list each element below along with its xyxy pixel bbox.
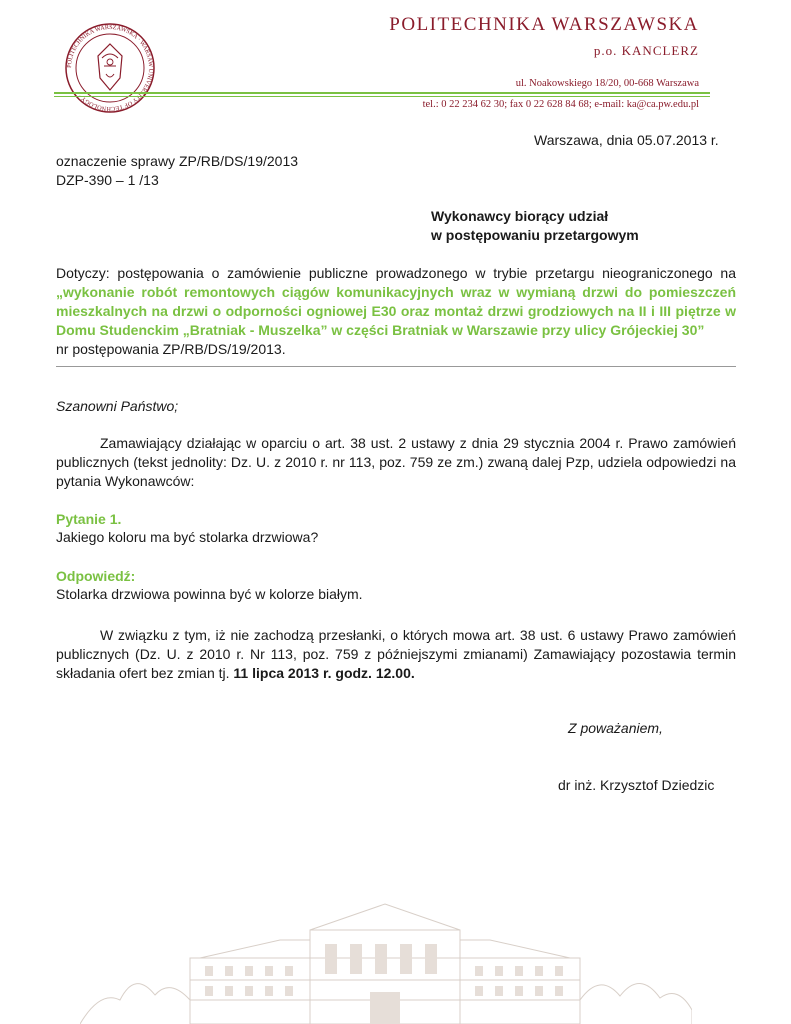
subject-procedure-number: nr postępowania ZP/RB/DS/19/2013. <box>56 341 286 357</box>
building-watermark-illustration <box>80 900 692 1024</box>
question-text: Jakiego koloru ma być stolarka drzwiowa? <box>56 529 319 545</box>
case-reference: oznaczenie sprawy ZP/RB/DS/19/2013 <box>56 153 299 169</box>
organization-office: p.o. KANCLERZ <box>593 43 699 58</box>
body-paragraph-2-text: W związku z tym, iż nie zachodzą przesłanki, o których mowa art. 38 ust. 6 ustawy Prawo zamówień publicznych (Dz. U. z 2010 r. Nr 113, poz. 759 z późniejszymi zmianami) Zamawiający pozostawia termin składania ofert bez zmian tj. <box>56 627 736 681</box>
organization-address: ul. Noakowskiego 18/20, 00-668 Warszawa <box>515 78 699 89</box>
university-seal-logo <box>64 22 156 114</box>
answer-label: Odpowiedź: <box>56 568 136 584</box>
body-paragraph-2 <box>56 626 736 683</box>
signer-name: dr inż. Krzysztof Dziedzic <box>558 777 715 793</box>
subject-intro: Dotyczy: postępowania o zamówienie publiczne prowadzonego w trybie przetargu nieograniczonego na <box>56 265 736 281</box>
question-label: Pytanie 1. <box>56 511 122 527</box>
svg-text:POLITECHNIKA WARSZAWSKA · WARS: POLITECHNIKA WARSZAWSKA · WARSAW UNIVERSITY OF TECHNOLOGY · <box>65 23 155 113</box>
subject-title: „wykonanie robót remontowych ciągów komunikacyjnych wraz w wymianą drzwi do pomieszczeń mieszkalnych na drzwi o odporności ogniowej E30 oraz montaż drzwi grodziowych na II i III piętrze w Domu Studenckim „Bratniak - Muszelka” w części Bratniak w Warszawie przy ulicy Grójeckiej 30” <box>56 284 736 338</box>
recipient-line-1: Wykonawcy biorący udział <box>431 208 609 224</box>
letterhead-divider <box>54 92 710 94</box>
organization-contact: tel.: 0 22 234 62 30; fax 0 22 628 84 68; e-mail: ka@ca.pw.edu.pl <box>422 99 699 110</box>
organization-name: POLITECHNIKA WARSZAWSKA <box>389 14 699 35</box>
closing-regards: Z poważaniem, <box>568 720 663 736</box>
dzp-reference: DZP-390 – 1 /13 <box>56 172 159 188</box>
salutation: Szanowni Państwo; <box>56 398 179 414</box>
subject-divider <box>56 366 736 367</box>
recipient-line-2: w postępowaniu przetargowym <box>431 227 639 243</box>
letter-date: Warszawa, dnia 05.07.2013 r. <box>534 132 719 148</box>
body-paragraph-1: Zamawiający działając w oparciu o art. 38 ust. 2 ustawy z dnia 29 stycznia 2004 r. Prawo zamówień publicznych (tekst jednolity: Dz. U. z 2010 r. nr 113, poz. 759 ze zm.) zwaną dalej Pzp, udziela odpowiedzi na pytania Wykonawców: <box>56 435 736 489</box>
letterhead-divider-thin <box>54 96 710 97</box>
answer-text: Stolarka drzwiowa powinna być w kolorze białym. <box>56 586 363 602</box>
subject-paragraph <box>56 264 736 359</box>
deadline: 11 lipca 2013 r. godz. 12.00. <box>233 665 415 681</box>
